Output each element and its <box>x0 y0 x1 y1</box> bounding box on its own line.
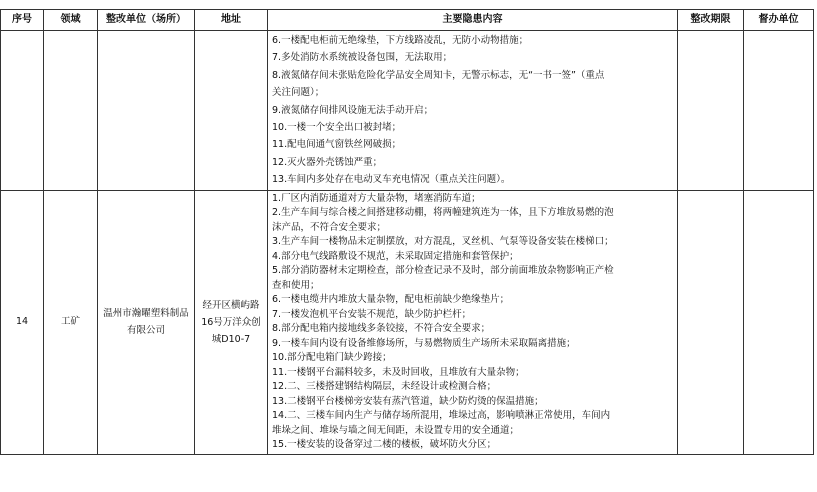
hazard-table <box>0 9 814 455</box>
hazard-item: 11.一楼钢平台漏料较多，未及时回收，且堆放有大量杂物； <box>272 366 525 378</box>
hazard-item: 12.灭火器外壳锈蚀严重； <box>272 156 383 168</box>
hazard-item: 12.二、三楼搭建钢结构隔层，未经设计或检测合格； <box>272 381 497 393</box>
header-address: 地址 <box>195 10 268 31</box>
header-row <box>1 10 814 31</box>
hazard-item: 8.液氮储存间未张贴危险化学品安全周知卡，无警示标志，无“一书一签”（重点 <box>272 69 605 81</box>
hazard-item: 关注问题）； <box>272 87 325 99</box>
row2-supervisor <box>744 190 814 454</box>
hazard-item: 10.部分配电箱门缺少跨接； <box>272 352 392 364</box>
hazard-item: 8.部分配电箱内接地线多条铰接，不符合安全要求； <box>272 323 491 335</box>
hazard-item: 9.液氮储存间排风设施无法手动开启； <box>272 104 434 116</box>
header-unit: 整改单位（场所） <box>98 10 195 31</box>
header-deadline: 整改期限 <box>678 10 744 31</box>
row1-no <box>1 31 44 191</box>
header-supervisor: 督办单位 <box>744 10 814 31</box>
hazard-item: 沫产品，不符合安全要求； <box>272 221 387 233</box>
row1-address <box>195 31 268 191</box>
hazard-item: 13.车间内多处存在电动叉车充电情况（重点关注问题）。 <box>272 174 511 186</box>
hazard-item: 7.多处消防水系统被设备包围，无法取用； <box>272 52 453 64</box>
header-no: 序号 <box>1 10 44 31</box>
hazard-item: 4.部分电气线路敷设不规范，未采取固定措施和套管保护； <box>272 250 519 262</box>
row2-field: 工矿 <box>44 190 98 454</box>
hazard-item: 13.二楼钢平台楼梯旁安装有蒸汽管道，缺少防灼烫的保温措施； <box>272 395 544 407</box>
row2-hazards <box>268 190 678 454</box>
hazard-item: 11.配电间通气窗铁丝网破损； <box>272 139 402 151</box>
hazard-item: 14.二、三楼车间内生产与储存场所混用，堆垛过高，影响喷淋正常使用，车间内 <box>272 410 611 422</box>
hazard-item: 9.一楼车间内设有设备维修场所，与易燃物质生产场所未采取隔离措施； <box>272 337 576 349</box>
row2-no: 14 <box>1 190 44 454</box>
hazard-item: 6.一楼电缆井内堆放大量杂物，配电柜前缺少绝缘垫片； <box>272 294 510 306</box>
row1-unit <box>98 31 195 191</box>
row1-deadline <box>678 31 744 191</box>
hazard-item: 6.一楼配电柜前无绝缘垫，下方线路凌乱，无防小动物措施； <box>272 35 529 46</box>
hazard-item: 3.生产车间一楼物品未定制摆放，对方混乱，叉丝机、气泵等设备安装在楼梯口； <box>272 236 614 248</box>
hazard-item: 查和使用； <box>272 279 320 291</box>
hazard-item: 1.厂区内消防通道对方大量杂物，堵塞消防车道； <box>272 192 481 204</box>
header-field: 领域 <box>44 10 98 31</box>
row2-deadline <box>678 190 744 454</box>
row1-supervisor <box>744 31 814 191</box>
hazard-item: 堆垛之间、堆垛与墙之间无间距，未设置专用的安全通道； <box>272 424 520 436</box>
hazard-item: 5.部分消防器材未定期检查，部分检查记录不及时，部分前面堆放杂物影响正产检 <box>272 265 614 277</box>
row1-field <box>44 31 98 191</box>
header-hazards: 主要隐患内容 <box>268 10 678 31</box>
table-row <box>1 31 814 191</box>
row2-unit: 温州市瀚曜塑料制品有限公司 <box>98 190 195 454</box>
hazard-item: 15.一楼安装的设备穿过二楼的楼板，破坏防火分区； <box>272 439 497 451</box>
row1-hazards <box>268 31 678 191</box>
row2-address: 经开区横屿路16号万洋众创城D10-7 <box>195 190 268 454</box>
hazard-item: 2.生产车间与综合楼之间搭建移动棚，将两幢建筑连为一体，且下方堆放易燃的泡 <box>272 207 614 219</box>
hazard-item: 7.一楼发泡机平台安装不规范，缺少防护栏杆； <box>272 308 472 320</box>
hazard-item: 10.一楼一个安全出口被封堵； <box>272 121 402 133</box>
table-row <box>1 190 814 454</box>
